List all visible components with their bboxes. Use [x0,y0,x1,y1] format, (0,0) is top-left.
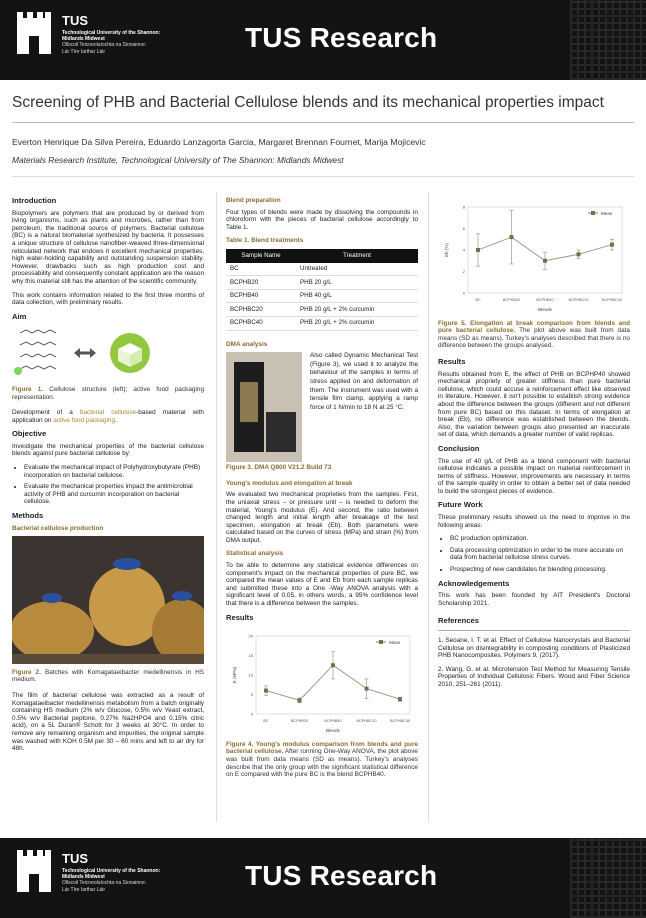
data-point [610,243,614,247]
column-middle [226,197,418,787]
x-tick-label: BC [263,719,269,724]
poster-title: Screening of PHB and Bacterial Cellulose blends and its mechanical properties impact [12,94,604,111]
data-point [577,252,581,256]
y-tick-label: 0 [250,711,253,717]
list-item: • Evaluate the mechanical properties impact the antimicrobial activity of PHB and curcumin incorporation on bacterial cellulose. [24,483,204,506]
results-heading: Results [226,612,254,622]
list-item: • Evaluate the mechanical impact of Polyhydroxybutyrate (PHB) incorporation on bacterial cellulose. [24,464,204,479]
objective-paragraph: Investigate the mechanical properties of the bacterial cellulose blends against pure bacterial cellulose by: [12,442,204,458]
tus-castle-logo-icon [15,848,53,894]
data-point [398,697,402,701]
cellulose-structure-icon [14,330,56,375]
youngs-modulus-chart [226,626,418,736]
x-tick-label: BCPHBC20 [356,719,377,724]
x-tick-label: BCPHB40 [536,298,554,302]
list-item: • Data processing optimization in order to be more accurate on data from bacterial cellulose stress curves. [450,547,630,562]
divider [438,630,630,631]
blend-paragraph: Four types of blends were made by dissolving the compounds in chloroform with the pieces of bacterial cellulose accordingly to Table 1. [226,208,418,231]
results-heading: Results [438,356,466,366]
figure2-caption: Figure 2. Batches with Komagataeibacter medellinensis in HS medium. [12,668,204,684]
list-item: • Prospecting of new candidates for blending processing. [450,566,630,574]
header-band [0,0,646,80]
elongation-chart [438,197,630,315]
dma-heading: DMA analysis [226,340,268,348]
intro-heading: Introduction [12,196,57,205]
y-tick-label: 6 [462,226,465,231]
data-point [476,248,480,252]
dma-block [226,352,418,462]
column-right [438,197,630,695]
flasks-photo [12,536,204,664]
table-row: BCPHBC20 PHB 20 g/L + 2% curcumin [226,303,418,317]
org-name: TUS Technological University of the Shannon: Midlands Midwest Ollscoil Teicneolaíochta na Sionainne: Lár Tíre Iarthar Láir [62,13,161,55]
blend-heading: Blend preparation [226,197,281,204]
brand-title: TUS Research [245,860,438,891]
ack-heading: Acknowledgements [438,578,510,588]
future-paragraph: These preliminary results showed us the need to improve in the following areas: [438,514,630,529]
x-tick-label: BCPHBC40 [389,719,411,724]
data-point [365,687,369,691]
reference-item: 1. Seoane, I. T. et al. Effect of Cellulose Nanocrystals and Bacterial Cellulose on disintegrability in composting conditions of Plasticized PHB Nanocomposites. Polymers 9, (2017). [438,637,630,660]
future-heading: Future Work [438,500,483,510]
decorative-pattern [570,0,646,80]
column-divider [216,192,217,822]
objective-heading: Objective [12,429,47,439]
x-tick-label: BCPHB40 [324,719,342,724]
x-tick-label: BCPHBC20 [568,298,589,302]
methods-paragraph: The film of bacterial cellulose was extracted as a result of Komagataeibacter medellinensis metabolism from a batch originally containing HS medium (2% w/v Glucose, 0.5% w/v Yeast extract, 0.5% w/v Bacterial peptone, 0.27% Na2HPO4 and 0.15% citric acid), on a 5L Duran® Schott for 3 weeks at 30°C. In order to remove any remaining organism and impurities, the original sample was washed with KOH 0.5M per 30 – 60 mins and left to air dry for 48h. [12,692,204,753]
table1-title: Table 1. Blend treatments [226,237,304,245]
table-row: BCPHBC40 PHB 20 g/L + 2% curcumin [226,316,418,330]
food-packaging-icon [110,333,150,373]
x-tick-label: BC [475,298,481,302]
youngs-paragraph: We evaluated two mechanical proprieties from the samples. First, the uniaxial stress – or pressure unit – is needed to deform the material, Young's modulus (E). And second, the ratio between changed length and initial length after breakage of the test specimen, elongation at break (Eb). Both parameters were calculated based on the curves of stress (MPa) and strain (%) from DMA output. [226,491,418,544]
refs-heading: References [438,616,479,626]
x-tick-label: BCPHB20 [502,298,521,302]
x-axis-label: Blends [538,307,552,312]
stats-heading: Statistical analysis [226,550,284,558]
table-header: Sample Name [226,249,296,263]
y-axis-label: E (MPa) [232,666,237,684]
conclusion-paragraph: The use of 40 g/L of PHB as a blend component with bacterial cellulose indicates a possible impact on material reinforcement in terms of stiffness. However, improvements are necessary in terms of the sample quality in order to obtain a better set of data needed to build the strongest pieces of evidence. [438,457,630,495]
y-tick-label: 5 [250,692,253,698]
figure3-caption: Figure 3. DMA Q800 V21.2 Build 73 [226,464,332,472]
dma-paragraph: Also called Dynamic Mechanical Test (Figure 3), we used it to analyze the behaviour of the samples in terms of stress applied on and deformation of them. The instrument was used with a tensile film clamp, applying a ramp force of 1 N/min to 18 N at 25 °C. [310,352,418,411]
future-list [438,535,630,573]
decorative-pattern [570,838,646,918]
table-row: BCPHB40 PHB 40 g/L [226,289,418,303]
table-row: BC Untreated [226,263,418,276]
table-header: Treatment [296,249,418,263]
x-axis-label: Blends [326,728,340,734]
data-point [298,699,302,703]
conclusion-heading: Conclusion [438,443,480,453]
tus-castle-logo-icon [15,10,53,56]
data-point [331,663,335,667]
blend-table [226,249,418,331]
list-item: • BC production optimization. [450,535,630,543]
y-tick-label: 10 [248,672,253,678]
y-tick-label: 8 [462,204,465,210]
reference-item: 2. Wang, G. et al. Microtension Test Method for Measuring Tensile Properties of Individual Cellulosic Fibers. Wood and Fiber Science 2010, 251–261 (2011). [438,665,630,688]
x-tick-label: BCPHB20 [290,719,309,724]
y-tick-label: 2 [462,269,465,274]
methods-heading: Methods [12,511,44,521]
y-tick-label: 20 [248,633,253,639]
youngs-heading: Young's modulus and elongation at break [226,479,353,487]
divider [12,176,634,177]
y-tick-label: 15 [248,653,253,659]
legend-label: Mean [601,211,613,216]
legend-marker [591,211,595,215]
x-tick-label: BCPHBC40 [601,298,623,302]
aim-statement: Development of a bacterial cellulose-based material with application on active food packaging. [12,409,204,424]
stats-paragraph: To be able to determine any statistical evidence differences on component's impact on the mechanical properties of pure BC, we compared the mean values of E and Eb from each sample replicas and submitted these into a One -Way ANOVA analysis with a significant level of 0.05, in others words, a 95% confidence level that there is a difference between the samples. [226,562,418,608]
plot-frame [468,207,622,293]
affiliation: Materials Research Institute, Technological University of The Shannon: Midlands Midwest [12,155,344,165]
methods-subheading: Bacterial cellulose production [12,524,104,532]
intro-paragraph: Biopolymers are polymers that are produced by or derived from living organisms, such as plants and microbes, rather than from petroleum, the traditional source of polymers. Bacterial cellulose (BC) is a natural biomaterial synthesized by bacteria. It possesses a unique structure of cellulose nanofiber-weaved three-dimensional reticulated network that endows it excellent mechanical properties, high water-holding capability and outstanding suspension stability. However, drawbacks such as high production cost and processability and consequently constant application are the reason why this material still has the attention of the scientific community. [12,209,204,285]
table-row: BCPHB20 PHB 20 g/L [226,276,418,290]
column-left [12,197,204,759]
data-point [264,689,268,693]
brand-title: TUS Research [245,22,438,53]
y-tick-label: 0 [462,290,465,296]
figure1-caption: Figure 1. Cellulose structure (left); active food packaging representation. [12,385,204,401]
org-name: TUS Technological University of the Shannon: Midlands Midwest Ollscoil Teicneolaíochta na Sionainne: Lár Tíre Iarthar Láir [62,851,161,893]
y-axis-label: Eb (%) [444,243,449,257]
ack-paragraph: This work has been founded by AIT President's Doctoral Scholarship 2021. [438,592,630,607]
authors: Everton Henrique Da Silva Pereira, Eduardo Lanzagorta Garcia, Margaret Brennan Fournet, Marija Mojicevic [12,137,426,147]
figure5-caption: Figure 5. Elongation at break comparison from blends and pure bacterial cellulose. The plot above was built from data means (SD as means). Turkey's analyses described that there is no difference between the groups analysed. [438,319,630,350]
double-arrow-icon [74,348,96,358]
legend-label: Mean [389,640,401,646]
divider [12,122,634,123]
footer-band [0,838,646,918]
aim-heading: Aim [12,311,27,321]
column-divider [428,192,429,822]
results-paragraph: Results obtained from E, the effect of PHB on BCPHP40 showed mechanical propriety of greater stiffness than pure bacterial cellulose, which could accuse a reinforcement effect like observed in literature. However, it isn't possible to establish strong evidence about the difference between the groups (different and not different from pure BC) based on this dataset. In terms of elongation at break (Eb), no difference was established between the blends. Also, the variation between groups also presented an inaccurate set of data, which demands a greater number of valid replicas. [438,370,630,439]
legend-marker [379,640,383,644]
objective-list [12,464,204,506]
data-point [543,259,547,263]
intro-paragraph: This work contains information related to the first three months of data collection, with preliminary results. [12,291,204,307]
y-tick-label: 4 [462,247,465,253]
figure4-caption: Figure 4. Young's modulus comparison from blends and pure bacterial cellulose. After running One-Way ANOVA, the plot above was built from data means (SD as means). Turkey's analyses describe that the only group with the significant statistical difference on E compared with the pure BC is the blend BCPHB40. [226,740,418,779]
data-point [510,235,514,239]
dma-instrument-photo [226,352,302,462]
aim-figure [12,325,204,381]
